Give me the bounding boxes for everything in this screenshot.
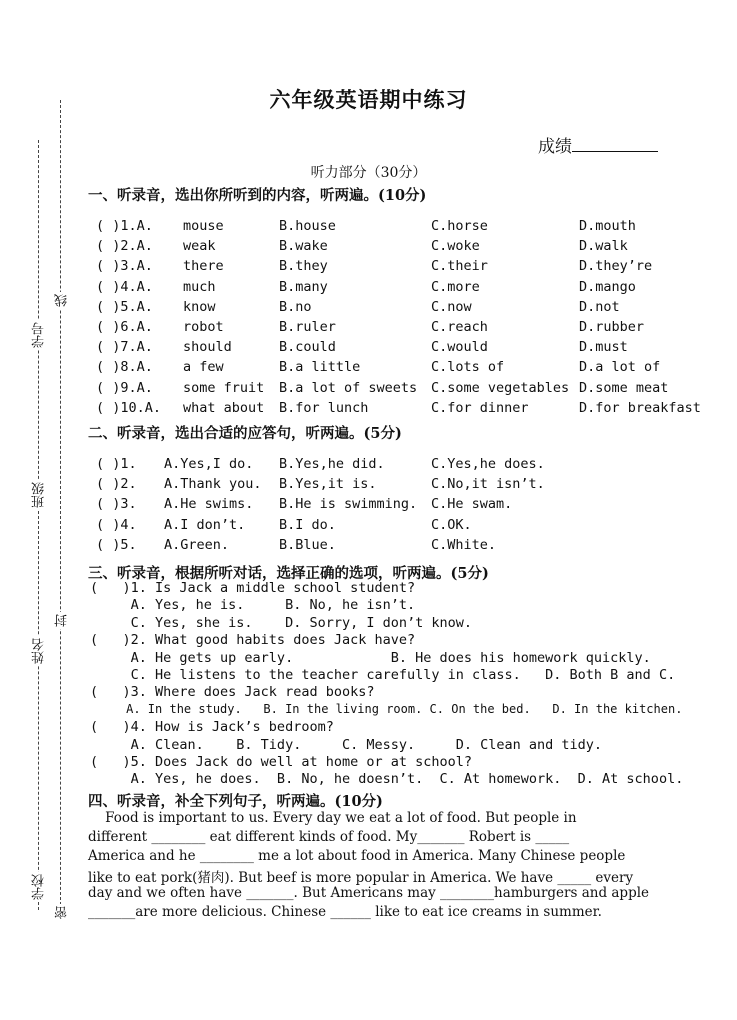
option-c: C.No,it isn’t. bbox=[431, 476, 545, 493]
passage-line: _______are more delicious. Chinese ______ like to eat ice creams in summer. bbox=[88, 904, 602, 920]
option-b: B.no bbox=[279, 298, 312, 315]
option-d: D.walk bbox=[579, 238, 628, 255]
answer-bracket[interactable]: ( )1. bbox=[96, 456, 137, 472]
side-label-xian: 线 bbox=[55, 294, 70, 307]
option-a: A.I don’t. bbox=[164, 516, 246, 533]
option-a: a few bbox=[183, 359, 224, 376]
answer-bracket[interactable]: ( )3. bbox=[96, 496, 137, 513]
option-c: C.would bbox=[431, 339, 488, 356]
option-b: B.could bbox=[279, 339, 336, 356]
answer-bracket[interactable]: ( )10.A. bbox=[96, 399, 162, 416]
side-label-banji: 班级 bbox=[32, 482, 47, 508]
option-b: B.I do. bbox=[279, 516, 336, 533]
option-d: D.rubber bbox=[579, 319, 645, 335]
option-c: C.reach bbox=[431, 319, 488, 335]
section4-heading: 四、听录音，补全下列句子，听两遍。(10分) bbox=[88, 793, 383, 810]
passage-line: day and we often have _______. But Americans may ________hamburgers and apple bbox=[88, 885, 650, 902]
side-label-xingming: 姓名 bbox=[32, 638, 47, 664]
option-c: C.for dinner bbox=[431, 399, 529, 416]
option-c: C.Yes,he does. bbox=[431, 456, 545, 472]
option-a: mouse bbox=[183, 218, 224, 234]
option-c: C.some vegetables bbox=[431, 379, 570, 396]
option-b: B.Yes,he did. bbox=[279, 456, 385, 472]
option-c: C.horse bbox=[431, 218, 488, 234]
answer-bracket[interactable]: ( )5. bbox=[96, 536, 137, 553]
option-a: what about bbox=[183, 399, 265, 416]
option-b: B.a lot of sweets bbox=[279, 379, 418, 396]
section3-line: ( )4. How is Jack’s bedroom? bbox=[90, 719, 334, 736]
option-a: A.He swims. bbox=[164, 496, 254, 513]
answer-bracket[interactable]: ( )3.A. bbox=[96, 258, 153, 275]
answer-bracket[interactable]: ( )5.A. bbox=[96, 298, 153, 315]
side-label-feng: 封 bbox=[55, 614, 70, 627]
passage-line: like to eat pork(猪肉). But beef is more popular in America. We have _____ every bbox=[88, 870, 634, 887]
option-b: B.many bbox=[279, 278, 328, 295]
option-b: B.for lunch bbox=[279, 399, 369, 416]
option-b: B.Blue. bbox=[279, 536, 336, 553]
binding-line-inner bbox=[38, 140, 39, 910]
answer-bracket[interactable]: ( )9.A. bbox=[96, 379, 153, 396]
option-b: B.Yes,it is. bbox=[279, 476, 377, 493]
option-a: there bbox=[183, 258, 224, 275]
option-d: D.mouth bbox=[579, 218, 636, 234]
option-c: C.more bbox=[431, 278, 480, 295]
side-label-mi: 密 bbox=[55, 906, 70, 919]
option-a: A.Thank you. bbox=[164, 476, 262, 493]
section3-line: A. Clean. B. Tidy. C. Messy. D. Clean and tidy. bbox=[90, 736, 603, 753]
section3-heading: 三、听录音，根据所听对话，选择正确的选项，听两遍。(5分) bbox=[88, 565, 489, 582]
answer-bracket[interactable]: ( )2. bbox=[96, 476, 137, 493]
option-a: A.Yes,I do. bbox=[164, 456, 254, 472]
section3-line: A. He gets up early. B. He does his homework quickly. bbox=[90, 649, 651, 666]
option-d: D.some meat bbox=[579, 379, 669, 396]
option-d: D.they’re bbox=[579, 258, 653, 275]
option-c: C.lots of bbox=[431, 359, 505, 376]
section3-line: ( )2. What good habits does Jack have? bbox=[90, 632, 416, 649]
answer-bracket[interactable]: ( )6.A. bbox=[96, 319, 153, 335]
passage-line: Food is important to us. Every day we eat a lot of food. But people in bbox=[88, 810, 577, 826]
answer-bracket[interactable]: ( )7.A. bbox=[96, 339, 153, 356]
section3-line: A. In the study. B. In the living room. C. On the bed. D. In the kitchen. bbox=[90, 701, 683, 716]
passage-line: America and he ________ me a lot about food in America. Many Chinese people bbox=[88, 847, 626, 864]
option-b: B.they bbox=[279, 258, 328, 275]
section3-line: ( )1. Is Jack a middle school student? bbox=[90, 580, 416, 596]
answer-bracket[interactable]: ( )8.A. bbox=[96, 359, 153, 376]
option-c: C.woke bbox=[431, 238, 480, 255]
section3-line: C. He listens to the teacher carefully in class. D. Both B and C. bbox=[90, 667, 676, 683]
binding-line-outer bbox=[60, 100, 61, 920]
option-b: B.ruler bbox=[279, 319, 336, 335]
option-b: B.a little bbox=[279, 359, 361, 376]
answer-bracket[interactable]: ( )2.A. bbox=[96, 238, 153, 255]
answer-bracket[interactable]: ( )4. bbox=[96, 516, 137, 533]
page-title: 六年级英语期中练习 bbox=[269, 87, 468, 112]
score-blank[interactable] bbox=[572, 135, 658, 152]
option-a: should bbox=[183, 339, 232, 356]
section3-line: ( )3. Where does Jack read books? bbox=[90, 684, 375, 701]
option-c: C.their bbox=[431, 258, 488, 275]
side-label-xuehao: 学号 bbox=[32, 322, 47, 348]
option-d: D.must bbox=[579, 339, 628, 356]
passage-line: different ________ eat different kinds of food. My_______ Robert is _____ bbox=[88, 828, 570, 845]
option-a: robot bbox=[183, 319, 224, 335]
option-a: much bbox=[183, 278, 216, 295]
option-a: weak bbox=[183, 238, 216, 255]
option-a: some fruit bbox=[183, 379, 265, 396]
section3-line: A. Yes, he is. B. No, he isn’t. bbox=[90, 597, 416, 614]
section3-line: C. Yes, she is. D. Sorry, I don’t know. bbox=[90, 614, 473, 631]
option-d: D.a lot of bbox=[579, 359, 661, 376]
option-d: D.for breakfast bbox=[579, 399, 701, 416]
option-d: D.not bbox=[579, 298, 620, 315]
section2-heading: 二、听录音，选出合适的应答句，听两遍。(5分) bbox=[88, 425, 402, 442]
answer-bracket[interactable]: ( )1.A. bbox=[96, 218, 153, 234]
option-c: C.White. bbox=[431, 536, 497, 553]
option-d: D.mango bbox=[579, 278, 636, 295]
section1-heading: 一、听录音，选出你所听到的内容，听两遍。(10分) bbox=[88, 187, 427, 204]
option-b: B.wake bbox=[279, 238, 328, 255]
section3-line: A. Yes, he does. B. No, he doesn’t. C. At homework. D. At school. bbox=[90, 771, 684, 788]
answer-bracket[interactable]: ( )4.A. bbox=[96, 278, 153, 295]
score-label: 成绩 bbox=[538, 137, 572, 157]
option-a: know bbox=[183, 298, 216, 315]
section3-line: ( )5. Does Jack do well at home or at school? bbox=[90, 754, 473, 770]
option-c: C.now bbox=[431, 298, 472, 315]
side-label-xuexiao: 学校 bbox=[32, 874, 47, 900]
option-c: C.OK. bbox=[431, 516, 472, 533]
option-b: B.house bbox=[279, 218, 336, 234]
score-field bbox=[538, 132, 658, 157]
section-subtitle: 听力部分（30分） bbox=[310, 165, 427, 181]
option-b: B.He is swimming. bbox=[279, 496, 418, 513]
option-a: A.Green. bbox=[164, 536, 230, 553]
option-c: C.He swam. bbox=[431, 496, 513, 513]
